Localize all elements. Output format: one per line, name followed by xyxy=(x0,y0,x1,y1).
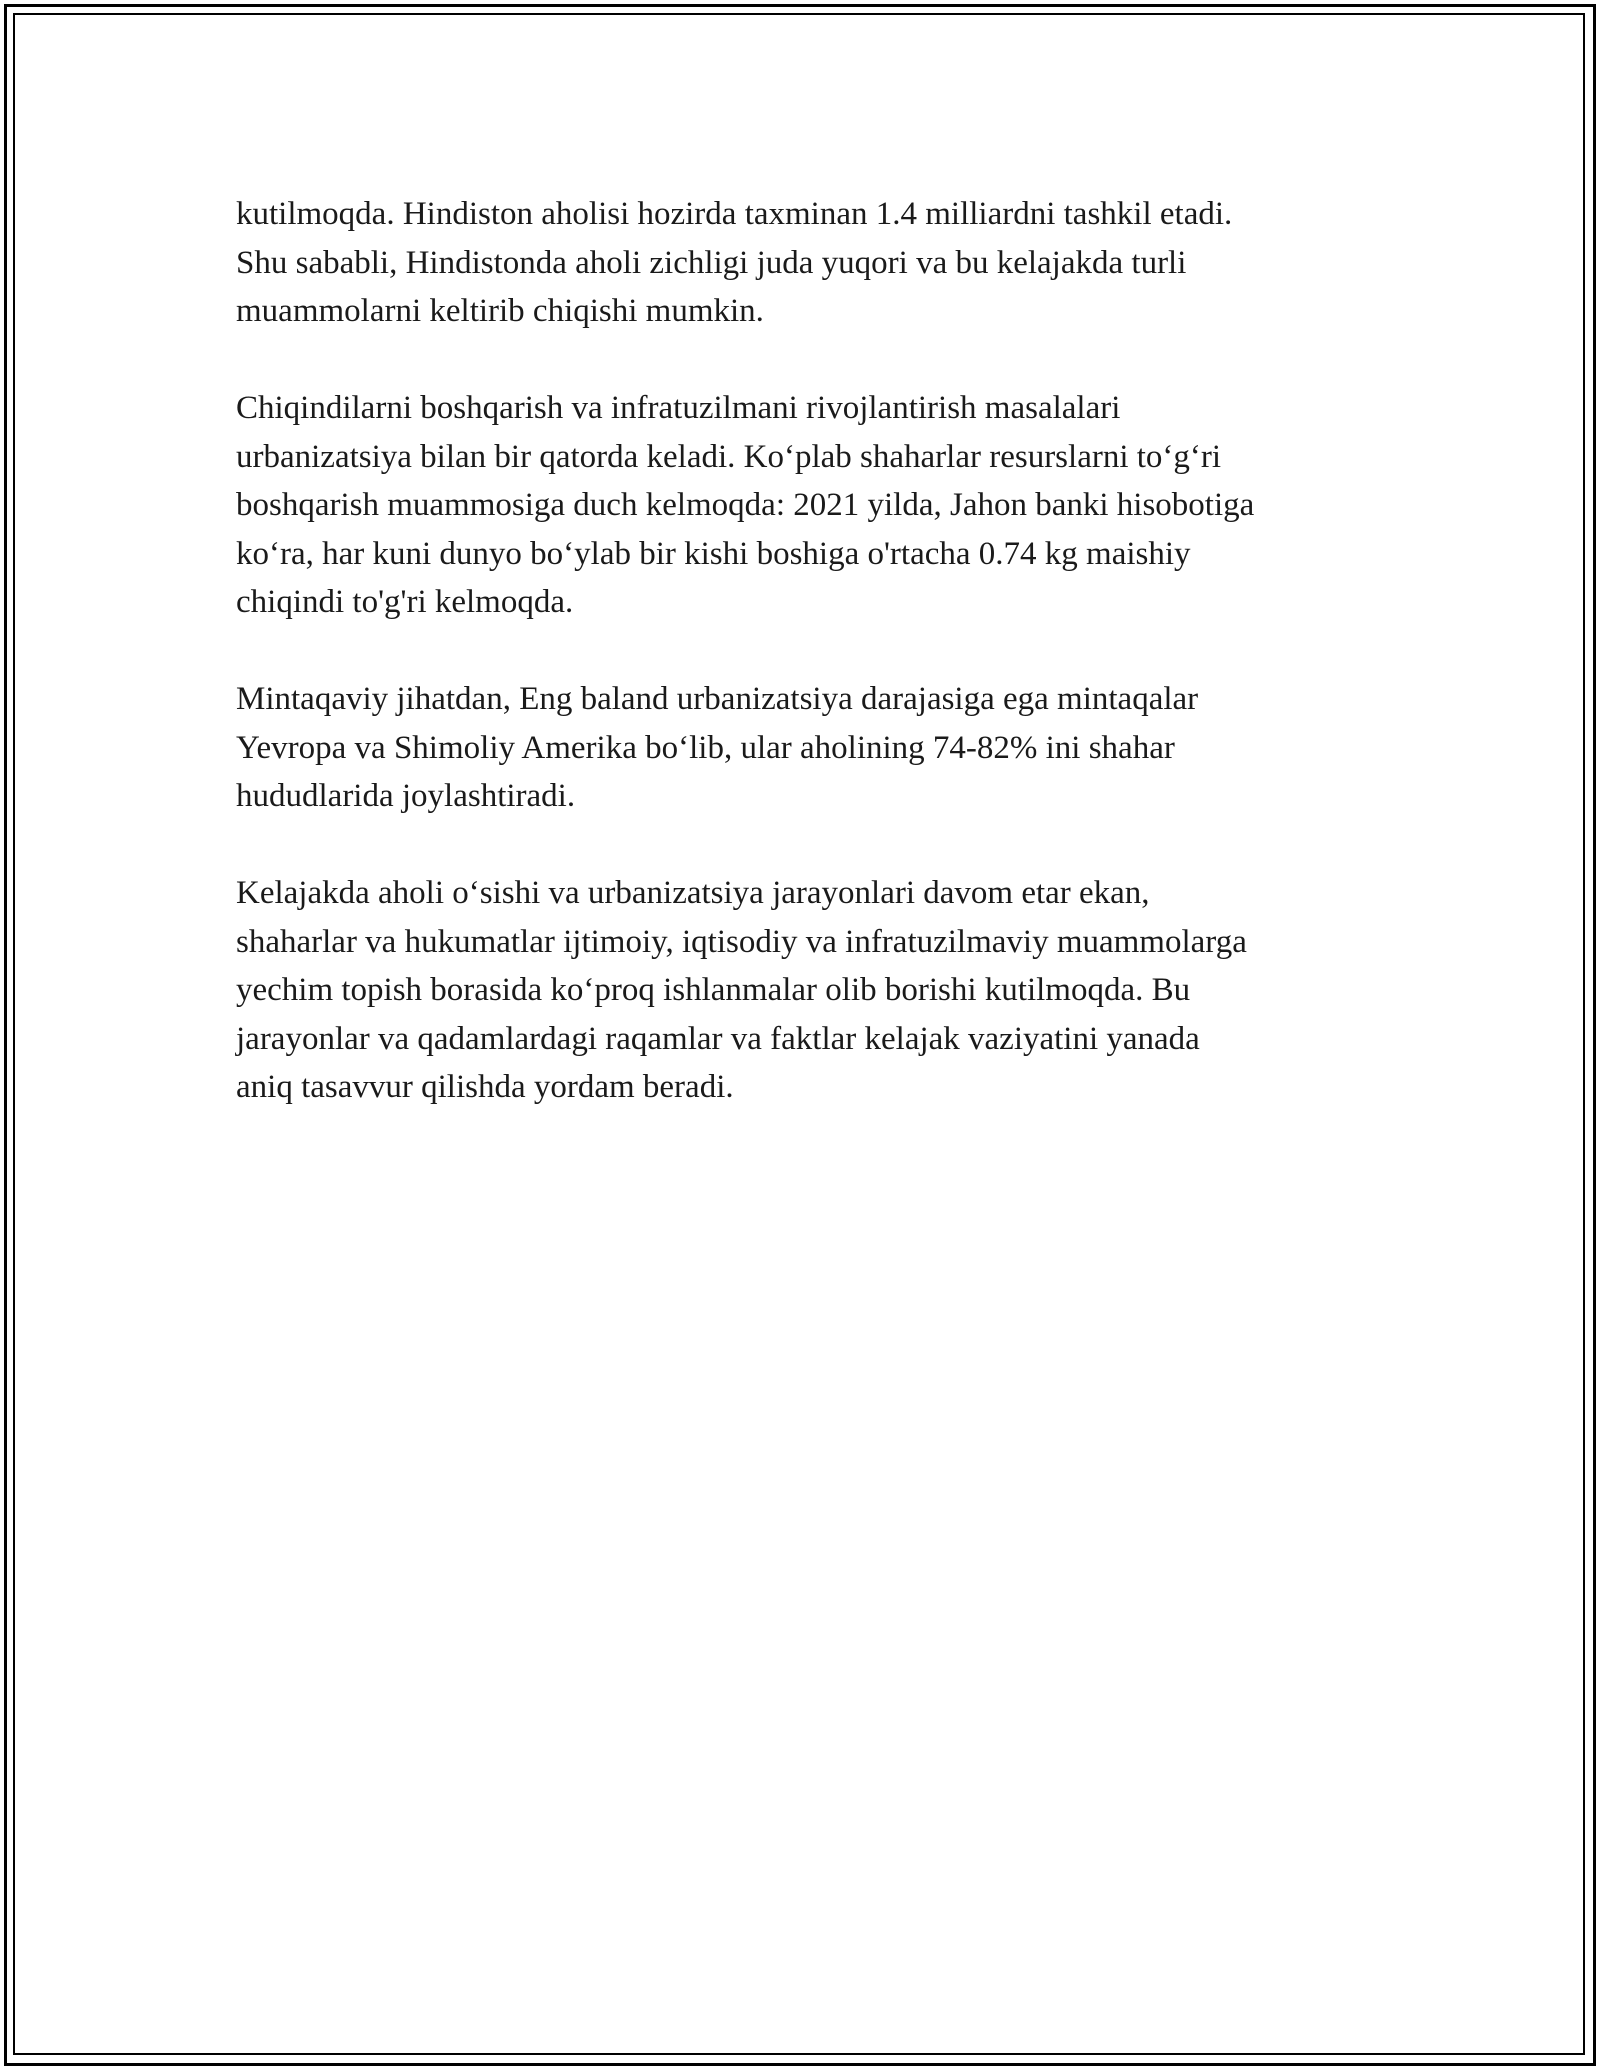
text-line: ko‘ra, har kuni dunyo bo‘ylab bir kishi boshiga o'rtacha 0.74 kg maishiy xyxy=(236,535,1191,572)
text-line: Kelajakda aholi o‘sishi va urbanizatsiya jarayonlari davom etar ekan, xyxy=(236,875,1150,911)
text-line: kutilmoqda. Hindiston aholisi hozirda taxminan 1.4 milliardni tashkil etadi. xyxy=(236,196,1233,232)
document-body xyxy=(236,190,1396,1160)
paragraph-1 xyxy=(236,190,1396,336)
text-line: hududlarida joylashtiradi. xyxy=(236,778,576,814)
paragraph-4 xyxy=(236,869,1396,1112)
text-line: chiqindi to'g'ri kelmoqda. xyxy=(236,584,574,620)
text-line: Mintaqaviy jihatdan, Eng baland urbanizatsiya darajasiga ega mintaqalar xyxy=(236,681,1199,717)
text-line: urbanizatsiya bilan bir qatorda keladi. Ko‘plab shaharlar resurslarni to‘g‘ri xyxy=(236,438,1222,475)
text-line: boshqarish muammosiga duch kelmoqda: 2021 yilda, Jahon banki hisobotiga xyxy=(236,487,1255,523)
paragraph-2 xyxy=(236,384,1396,627)
text-line: yechim topish borasida ko‘proq ishlanmalar olib borishi kutilmoqda. Bu xyxy=(236,972,1191,1008)
text-line: Shu sababli, Hindistonda aholi zichligi juda yuqori va bu kelajakda turli xyxy=(236,244,1187,281)
text-line: shaharlar va hukumatlar ijtimoiy, iqtisodiy va infratuzilmaviy muammolarga xyxy=(236,923,1247,960)
text-line: muammolarni keltirib chiqishi mumkin. xyxy=(236,293,764,329)
paragraph-3 xyxy=(236,675,1396,821)
text-line: Yevropa va Shimoliy Amerika bo‘lib, ular aholining 74-82% ini shahar xyxy=(236,729,1175,766)
text-line: aniq tasavvur qilishda yordam beradi. xyxy=(236,1069,734,1105)
text-line: jarayonlar va qadamlardagi raqamlar va faktlar kelajak vaziyatini yanada xyxy=(236,1020,1200,1057)
text-line: Chiqindilarni boshqarish va infratuzilmani rivojlantirish masalalari xyxy=(236,390,1121,426)
